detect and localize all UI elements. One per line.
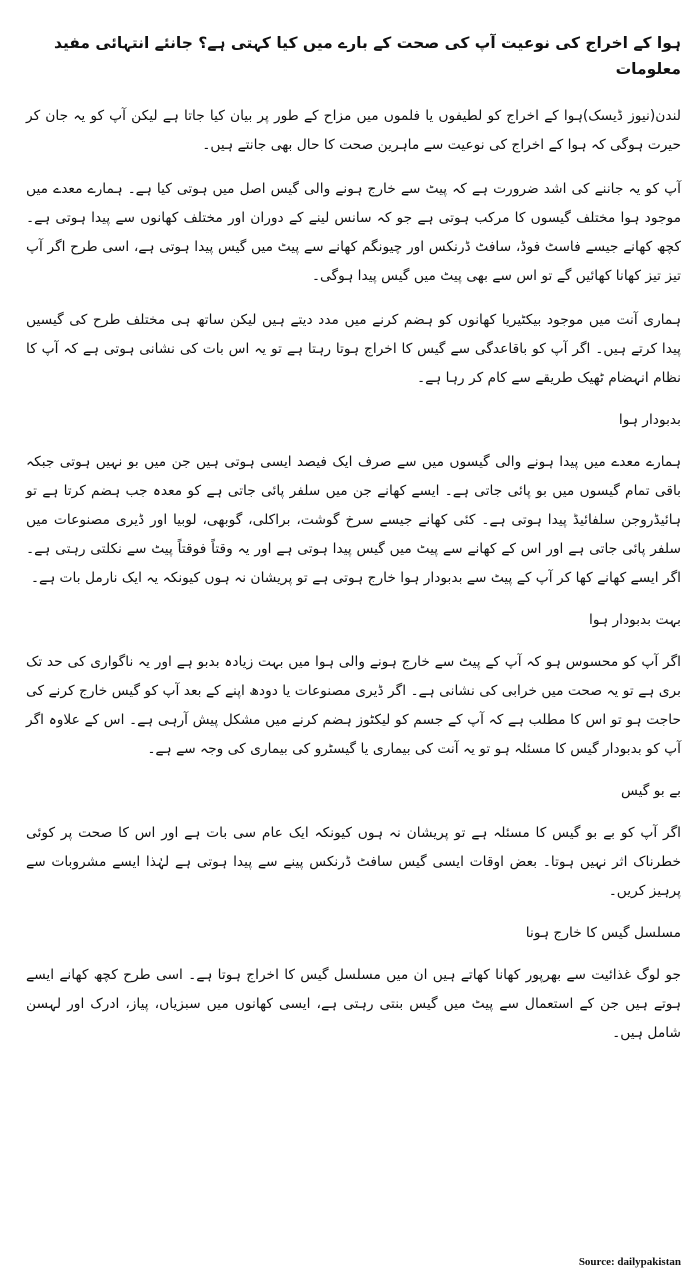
section-heading-smelly-air: بدبودار ہوا	[618, 412, 681, 428]
article-title: ہوا کے اخراج کی نوعیت آپ کی صحت کے بارے میں کیا کہتی ہے؟ جانئے انتہائی مفید معلومات	[53, 34, 681, 78]
body-paragraph: آپ کو یہ جاننے کی اشد ضرورت ہے کہ پیٹ سے خارج ہونے والی گیس اصل میں ہوتی کیا ہے۔ ہمارے معدے میں موجود ہوا مختلف گیسوں کا مرکب ہوتی ہے جو کہ سانس لینے کے دوران اور مختلف کھانوں سے پیدا ہوتی ہے۔ کچھ کھانے جیسے فاسٹ فوڈ، سافٹ ڈرنکس اور چیونگم کھانے سے پیٹ میں گیس پیدا ہوتی ہے، اسی طرح اگر آپ تیز تیز کھانا کھائیں گے تو اس سے بھی پیٹ میں گیس پیدا ہوگی۔	[26, 181, 681, 284]
section-heading-odorless-gas: بے بو گیس	[621, 783, 681, 799]
section-paragraph: اگر آپ کو محسوس ہو کہ آپ کے پیٹ سے خارج ہونے والی ہوا میں بہت زیادہ بدبو ہے اور یہ ناگواری کی حد تک بری ہے تو یہ صحت میں خرابی کی نشانی ہے۔ اگر ڈیری مصنوعات یا دودھ اپنے کے بعد آپ کو گیس خارج کرنے کی حاجت ہو تو اس کا مطلب ہے کہ آپ کے جسم کو لیکٹوز ہضم کرنے میں مشکل پیش آرہی ہے۔ اس کے علاوہ اگر آپ کو بدبودار گیس کا مسئلہ ہو تو یہ آنت کی بیماری یا گیسٹرو کی بیماری کی وجہ سے ہے۔	[26, 654, 681, 757]
section-paragraph: ہمارے معدے میں پیدا ہونے والی گیسوں میں سے صرف ایک فیصد ایسی ہوتی ہیں جن میں بو نہیں ہوتی جبکہ باقی تمام گیسوں میں بو پائی جاتی ہے۔ ایسے کھانے جن میں سلفر پائی جاتی ہے کو معدہ جب ہضم کرتا ہے تو ہائیڈروجن سلفائیڈ پیدا ہوتی ہے۔ کئی کھانے جیسے سرخ گوشت، براکلی، گوبھی، لوبیا اور ڈیری مصنوعات میں سلفر پائی جاتی ہے اور اس کے کھانے سے پیٹ میں گیس پیدا ہوتی ہے اور یہ وقتاً فوقتاً پیٹ سے نکلتی رہتی ہے۔ اگر ایسے کھانے کھا کر آپ کے پیٹ سے بدبودار ہوا خارج ہوتی ہے تو پریشان نہ ہوں کیونکہ یہ ایک نارمل بات ہے۔	[26, 454, 681, 586]
body-paragraph: ہماری آنت میں موجود بیکٹیریا کھانوں کو ہضم کرنے میں مدد دیتے ہیں لیکن ساتھ ہی مختلف طرح کی گیسیں پیدا کرتے ہیں۔ اگر آپ کو باقاعدگی سے گیس کا اخراج ہوتا رہتا ہے تو یہ اس بات کی نشانی ہوتی ہے کہ آپ کا نظام انہضام ٹھیک طریقے سے کام کر رہا ہے۔	[26, 312, 681, 386]
intro-paragraph: لندن(نیوز ڈیسک)ہوا کے اخراج کو لطیفوں یا فلموں میں مزاح کے طور پر بیان کیا جاتا ہے لیکن آپ کو یہ جان کر حیرت ہوگی کہ ہوا کے اخراج کی نوعیت سے ماہرین صحت کا حال بھی جانتے ہیں۔	[26, 108, 681, 153]
section-paragraph: اگر آپ کو بے بو گیس کا مسئلہ ہے تو پریشان نہ ہوں کیونکہ ایک عام سی بات ہے اور اس کا صحت پر کوئی خطرناک اثر نہیں ہوتا۔ بعض اوقات ایسی گیس سافٹ ڈرنکس پینے سے پیدا ہوتی ہے لہٰذا ایسے مشروبات سے پرہیز کریں۔	[26, 825, 681, 899]
section-heading-continuous-gas: مسلسل گیس کا خارج ہونا	[525, 925, 681, 941]
section-heading-very-smelly-air: بہت بدبودار ہوا	[589, 612, 681, 628]
source-credit: Source: dailypakistan	[578, 1256, 681, 1268]
section-paragraph: جو لوگ غذائیت سے بھرپور کھانا کھاتے ہیں ان میں مسلسل گیس کا اخراج ہوتا ہے۔ اسی طرح کچھ کھانے ایسے ہوتے ہیں جن کے استعمال سے پیٹ میں گیس بنتی رہتی ہے، ایسی کھانوں میں سبزیاں، پیاز، ادرک اور لہسن شامل ہیں۔	[26, 967, 681, 1041]
